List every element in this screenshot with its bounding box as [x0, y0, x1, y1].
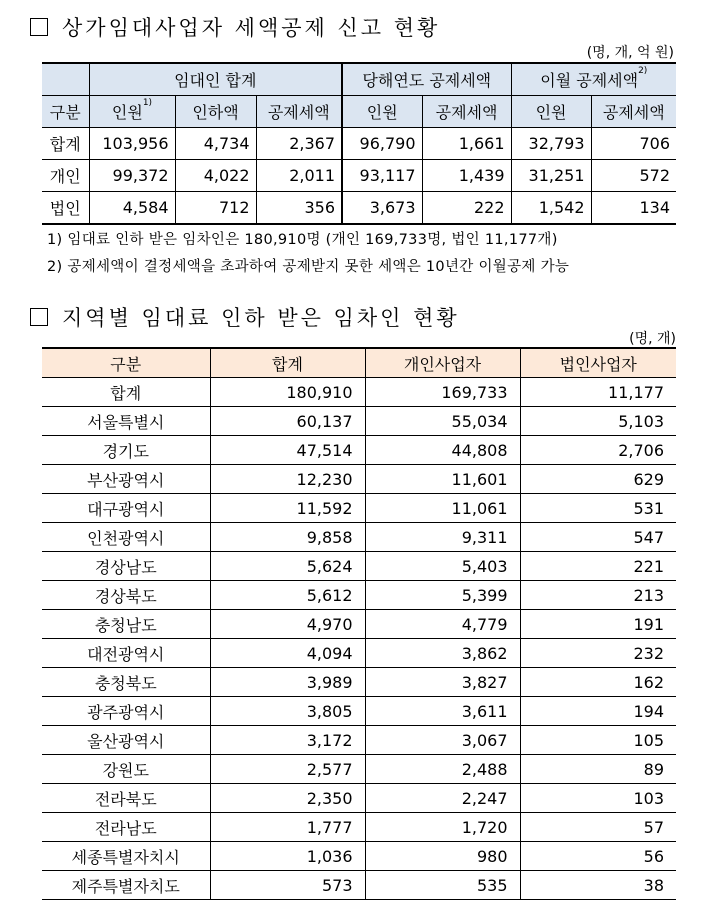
table-cell: 38 [520, 871, 676, 900]
column-header-category: 구분 [42, 96, 89, 128]
table-cell: 2,247 [365, 784, 520, 813]
table-cell: 3,827 [365, 668, 520, 697]
table-cell: 12,230 [210, 465, 365, 494]
column-header-persons: 인원 [511, 96, 591, 128]
column-header-corporate: 법인사업자 [520, 348, 676, 378]
table-row [42, 407, 676, 436]
table-cell: 60,137 [210, 407, 365, 436]
table-cell: 2,577 [210, 755, 365, 784]
table-cell: 5,399 [365, 581, 520, 610]
row-label: 합계 [42, 378, 210, 407]
table-cell: 535 [365, 871, 520, 900]
row-label: 제주특별자치도 [42, 871, 210, 900]
footnote-2: 2) 공제세액이 결정세액을 초과하여 공제받지 못한 세액은 10년간 이월공제 가능 [47, 259, 570, 275]
row-label: 서울특별시 [42, 407, 210, 436]
column-header-total: 합계 [210, 348, 365, 378]
table-cell: 105 [520, 726, 676, 755]
table-cell: 194 [520, 697, 676, 726]
table-cell: 3,611 [365, 697, 520, 726]
table-row [42, 552, 676, 581]
section1-title [30, 12, 440, 42]
table-cell: 9,858 [210, 523, 365, 552]
row-label: 대전광역시 [42, 639, 210, 668]
table-cell: 11,601 [365, 465, 520, 494]
row-label: 세종특별자치시 [42, 842, 210, 871]
table-row [42, 494, 676, 523]
table-row [42, 668, 676, 697]
table-cell: 11,061 [365, 494, 520, 523]
table-cell: 180,910 [210, 378, 365, 407]
table-cell: 573 [210, 871, 365, 900]
table-cell: 1,777 [210, 813, 365, 842]
square-bullet-icon [30, 18, 48, 36]
table-cell: 9,311 [365, 523, 520, 552]
table-cell: 1,720 [365, 813, 520, 842]
table-cell: 2,350 [210, 784, 365, 813]
row-label: 광주광역시 [42, 697, 210, 726]
group-header-carry: 이월 공제세액$^{2)}$ [511, 63, 676, 96]
table-row [42, 697, 676, 726]
row-label: 전라남도 [42, 813, 210, 842]
group-header-current: 당해연도 공제세액 [342, 63, 511, 96]
table-cell: 11,592 [210, 494, 365, 523]
table-row [42, 465, 676, 494]
row-label: 울산광역시 [42, 726, 210, 755]
column-header-individual: 개인사업자 [365, 348, 520, 378]
table-cell: 232 [520, 639, 676, 668]
table-cell: 4,094 [210, 639, 365, 668]
table-row [42, 755, 676, 784]
column-header-persons: 인원 [342, 96, 422, 128]
table-cell: 629 [520, 465, 676, 494]
table-row [42, 726, 676, 755]
row-label: 전라북도 [42, 784, 210, 813]
column-header-rent-reduction: 인하액 [175, 96, 256, 128]
table-cell: 3,989 [210, 668, 365, 697]
table-cell: 5,403 [365, 552, 520, 581]
footnote-1: 1) 임대료 인하 받은 임차인은 180,910명 (개인 169,733명, 법인 11,177개) [47, 232, 558, 248]
table-cell: 47,514 [210, 436, 365, 465]
table-cell: 11,177 [520, 378, 676, 407]
column-header-tax-credit: 공제세액 [422, 96, 511, 128]
table-cell: 2,706 [520, 436, 676, 465]
table-cell: 169,733 [365, 378, 520, 407]
row-label: 대구광역시 [42, 494, 210, 523]
row-label: 충청북도 [42, 668, 210, 697]
row-label: 충청남도 [42, 610, 210, 639]
table-cell: 3,862 [365, 639, 520, 668]
table-row [42, 639, 676, 668]
section1-unit: (명, 개, 억 원) [586, 45, 674, 61]
table-cell: 103 [520, 784, 676, 813]
table-row [42, 784, 676, 813]
table-cell: 5,103 [520, 407, 676, 436]
table-cell: 4,779 [365, 610, 520, 639]
table-row [42, 436, 676, 465]
table-cell: 57 [520, 813, 676, 842]
table-cell: 191 [520, 610, 676, 639]
table-cell: 44,808 [365, 436, 520, 465]
column-header-tax-credit: 공제세액 [256, 96, 342, 128]
column-header-category: 구분 [42, 348, 210, 378]
table-cell: 221 [520, 552, 676, 581]
table-cell: 5,624 [210, 552, 365, 581]
table-cell: 547 [520, 523, 676, 552]
section1-title-text: 상가임대사업자 세액공제 신고 현황 [62, 16, 441, 40]
table-row [42, 813, 676, 842]
column-header-tax-credit: 공제세액 [591, 96, 676, 128]
row-label: 인천광역시 [42, 523, 210, 552]
tax-credit-table [42, 62, 676, 225]
row-label: 경기도 [42, 436, 210, 465]
table-cell: 162 [520, 668, 676, 697]
table-row [42, 523, 676, 552]
square-bullet-icon [30, 308, 48, 326]
table-row: 법인 4,584 712 356 3,673 222 1,542 134 [42, 192, 676, 225]
table-row [42, 610, 676, 639]
row-label: 경상북도 [42, 581, 210, 610]
table-row [42, 842, 676, 871]
table-row [42, 871, 676, 900]
table-cell: 3,805 [210, 697, 365, 726]
region-tenant-table [42, 347, 676, 900]
table-cell: 1,036 [210, 842, 365, 871]
table-cell: 4,970 [210, 610, 365, 639]
table-cell: 2,488 [365, 755, 520, 784]
section2-unit: (명, 개) [629, 331, 676, 347]
table-row [42, 581, 676, 610]
table-header-row [42, 348, 676, 378]
table-row: 개인 99,372 4,022 2,011 93,117 1,439 31,251 572 [42, 160, 676, 192]
table-cell: 3,067 [365, 726, 520, 755]
table-cell: 5,612 [210, 581, 365, 610]
table-cell: 213 [520, 581, 676, 610]
table-cell: 89 [520, 755, 676, 784]
table-cell: 531 [520, 494, 676, 523]
group-header-total: 임대인 합계 [89, 63, 342, 96]
table-header-row [42, 96, 676, 128]
table-cell: 980 [365, 842, 520, 871]
column-header-persons: 인원$^{1)}$ [89, 96, 175, 128]
row-label: 부산광역시 [42, 465, 210, 494]
table-cell: 56 [520, 842, 676, 871]
table-row: 합계 103,956 4,734 2,367 96,790 1,661 32,793 706 [42, 128, 676, 160]
table-row [42, 378, 676, 407]
table-header-row [42, 63, 676, 96]
section2-title [30, 302, 460, 332]
row-label: 강원도 [42, 755, 210, 784]
table-cell: 3,172 [210, 726, 365, 755]
row-label: 경상남도 [42, 552, 210, 581]
section2-title-text: 지역별 임대료 인하 받은 임차인 현황 [62, 306, 460, 330]
table-cell: 55,034 [365, 407, 520, 436]
